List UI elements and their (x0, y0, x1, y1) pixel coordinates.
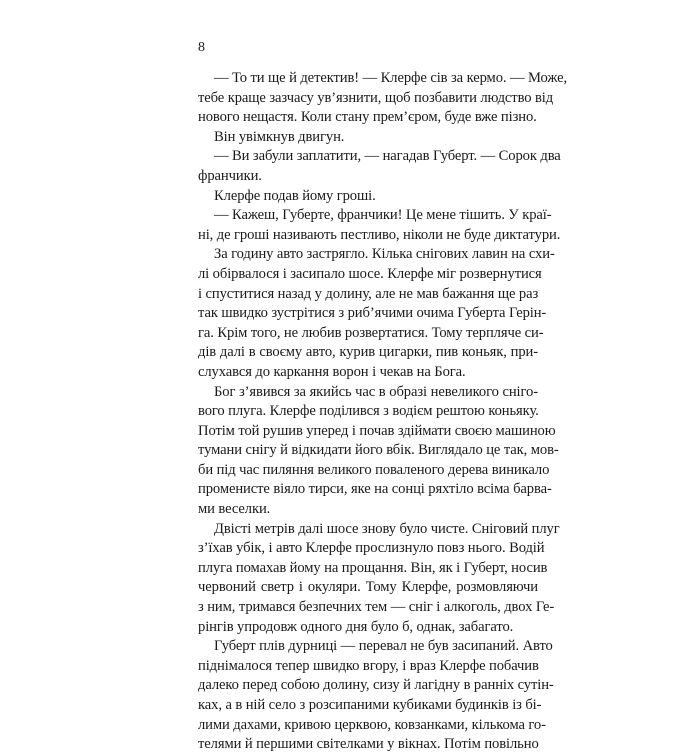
text-line: піднімалося тепер швидко вгору, і враз Клерфе побачив (198, 657, 539, 674)
page-number: 8 (198, 40, 205, 55)
text-line: Клерфе подав йому гроші. (214, 187, 376, 204)
text-line: би під час пиляння великого поваленого дерева виникало (198, 461, 550, 478)
text-line: Він увімкнув двигун. (214, 128, 345, 145)
text-line: тебе краще зазчасу ув’язнити, щоб позбавити людство від (198, 89, 554, 106)
text-line: рінгів упродовж одного дня було б, однак, забагато. (198, 618, 514, 635)
text-line: За годину авто застрягло. Кілька снігових лавин на схи- (214, 246, 555, 263)
text-line: франчики. (198, 167, 262, 184)
text-line: з’їхав убік, і авто Клерфе прослизнуло повз нього. Водій (198, 540, 545, 557)
text-line: вого плуга. Клерфе поділився з водієм рештою коньяку. (198, 403, 539, 420)
text-line: лими дахами, кривою церквою, ковзанками, кількома го- (198, 716, 546, 733)
text-line: ми веселки. (198, 501, 271, 518)
text-line: червоний светр і окуляри. Тому Клерфе, розмовляючи (198, 579, 538, 596)
text-line: лі обірвалося і засипало шосе. Клерфе міг розвернутися (198, 265, 542, 282)
text-line: слухався до каркання ворон і чекав на Бога. (198, 363, 466, 380)
text-line: променисте віяло тирси, яке на сонці ряхтіло всіма барва- (198, 481, 552, 498)
text-line: так швидко зустрітися з риб’ячими очима Губерта Герін- (198, 305, 547, 322)
text-line: з ним, тримався безпечних тем — сніг і алкоголь, двох Ге- (198, 599, 555, 616)
text-line: Губерт плів дурниці — перевал не був засипаний. Авто (214, 638, 553, 655)
text-line: — То ти ще й детектив! — Клерфе сів за кермо. — Може, (214, 70, 568, 86)
text-line: плуга помахав йому на прощання. Він, як і Губерт, носив (198, 559, 548, 576)
text-line: га. Крім того, не любив розвертатися. Тому терпляче си- (198, 324, 544, 341)
text-line: далеко перед собою долину, сизу й лагідну в ранніх сутін- (198, 677, 554, 694)
text-line: — Ви забули заплатити, — нагадав Губерт. — Сорок два (214, 148, 561, 165)
text-line: дів далі в своєму авто, курив цигарки, пив коньяк, при- (198, 344, 538, 361)
text-line: ках, а в ній село з розсипаними кубиками будинків із бі- (198, 697, 542, 713)
text-line: Двісті метрів далі шосе знову було чисте. Сніговий плуг (214, 520, 560, 537)
text-line: телями й першими світелками у вікнах. Потім повільно (198, 736, 539, 753)
text-line: тумани снігу й відкидати його вбік. Виглядало це так, мов- (198, 442, 559, 459)
text-line: Бог з’явився за якийсь час в образі невеликого сніго- (214, 383, 538, 400)
text-line: Потім той рушив уперед і почав здіймати своєю машиною (198, 422, 556, 439)
text-line: ні, де гроші називають пестливо, ніколи не буде диктатури. (198, 226, 561, 243)
text-line: — Кажеш, Губерте, франчики! Це мене тішить. У краї- (214, 207, 552, 224)
text-line: нового нещастя. Коли стану прем’єром, буде вже пізно. (198, 109, 537, 126)
body-text (198, 69, 568, 755)
text-line: і спуститися назад у долину, але не мав бажання ще раз (198, 285, 539, 302)
